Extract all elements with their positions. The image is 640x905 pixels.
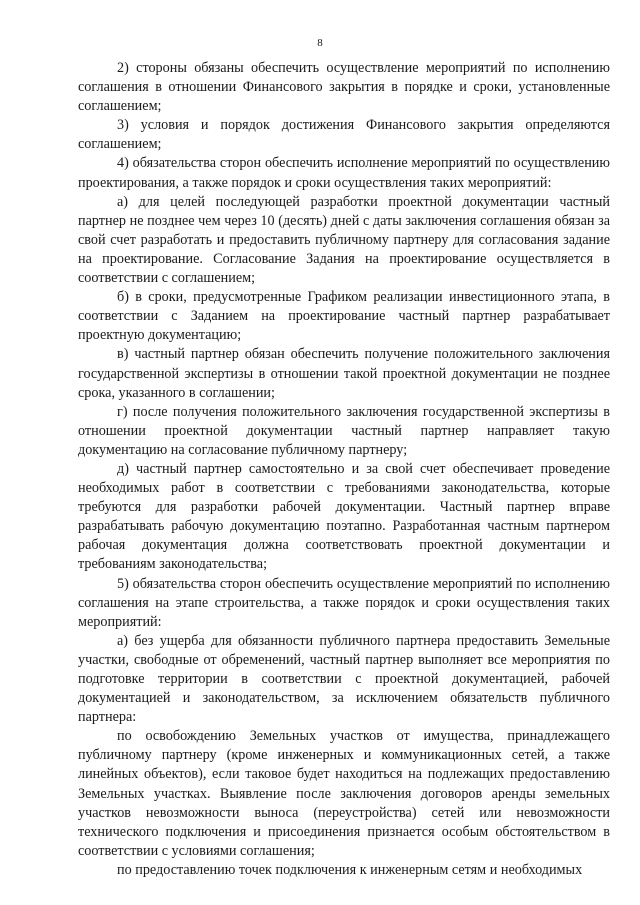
paragraph-5: 5) обязательства сторон обеспечить осуществление мероприятий по исполнению соглашения на этапе строительства, а также порядок и сроки осуществления таких мероприятий: — [78, 575, 610, 630]
paragraph-4a: а) для целей последующей разработки проектной документации частный партнер не позднее чем через 10 (десять) дней с даты заключения соглашения обязан за свой счет разработать и предоставить публичному партнеру для согласования задание на проектирование. Согласование Задания на проектирование осуществляется в соответствии с соглашением; — [78, 193, 610, 287]
paragraph-4: 4) обязательства сторон обеспечить исполнение мероприятий по осуществлению проектирования, а также порядок и сроки осуществления таких мероприятий: — [78, 155, 610, 191]
paragraph-4b: б) в сроки, предусмотренные Графиком реализации инвестиционного этапа, в соответствии с Заданием на проектирование частный партнер разрабатывает проектную документацию; — [78, 289, 610, 344]
paragraph-2: 2) стороны обязаны обеспечить осуществление мероприятий по исполнению соглашения в отношении Финансового закрытия в порядке и сроки, установленные соглашением; — [78, 60, 610, 115]
paragraph-5a: а) без ущерба для обязанности публичного партнера предоставить Земельные участки, свободные от обременений, частный партнер выполняет все мероприятия по подготовке территории в соответствии с проектной документацией, рабочей документацией и законодательством, за исключением обязательств публичного партнера: — [78, 632, 610, 726]
paragraph-4g: г) после получения положительного заключения государственной экспертизы в отношении проектной документации частный партнер направляет такую документацию на согласование публичному партнеру; — [78, 403, 610, 458]
paragraph-connection-points: по предоставлению точек подключения к инженерным сетям и необходимых — [117, 861, 583, 878]
paragraph-land-release: по освобождению Земельных участков от имущества, принадлежащего публичному партнеру (кроме инженерных и коммуникационных сетей, а также линейных объектов), если таковое будет находиться на подлежащих предоставлению Земельных участках. Выявление после заключения договоров аренды земельных участков невозможности выноса (переустройства) сетей или невозможности технического подключения и присоединения признается особым обстоятельством в соответствии с условиями соглашения; — [78, 728, 610, 859]
page-number: 8 — [317, 37, 323, 49]
document-body — [78, 59, 610, 880]
paragraph-3: 3) условия и порядок достижения Финансового закрытия определяются соглашением; — [78, 117, 610, 153]
paragraph-4d: д) частный партнер самостоятельно и за свой счет обеспечивает проведение необходимых работ в соответствии с требованиями законодательства, которые требуются для разработки рабочей документации. Частный партнер вправе разрабатывать рабочую документацию поэтапно. Разработанная частным партнером рабочая документация должна соответствовать проектной документации и требованиям законодательства; — [78, 460, 610, 573]
paragraph-4v: в) частный партнер обязан обеспечить получение положительного заключения государственной экспертизы в отношении такой проектной документации не позднее срока, указанного в соглашении; — [78, 346, 610, 401]
